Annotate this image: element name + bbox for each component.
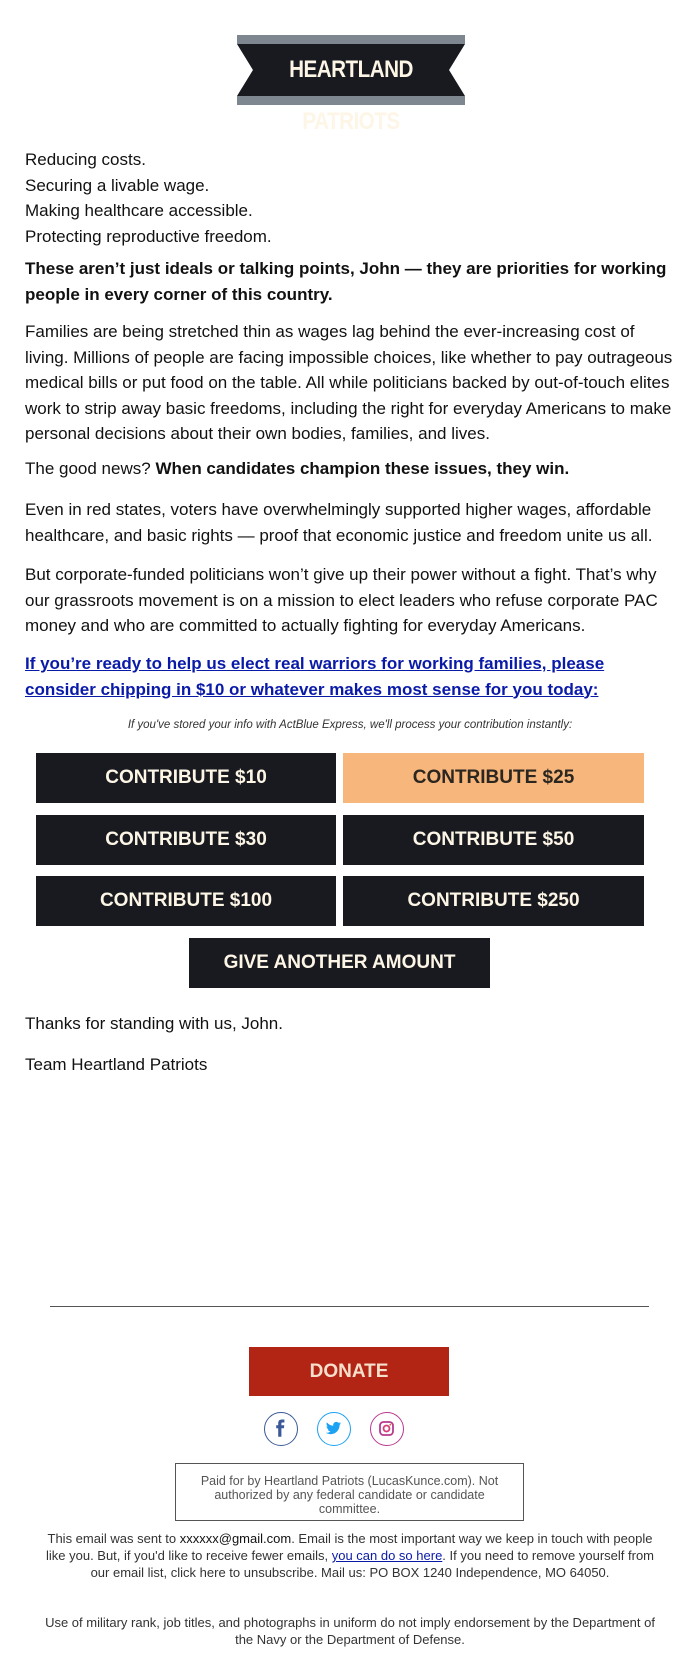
thanks-line: Thanks for standing with us, John.: [25, 1014, 283, 1033]
red-states-paragraph: Even in red states, voters have overwhelmingly supported higher wages, affordable healthcare, and basic rights — proof that economic justice and freedom unite us all.: [25, 500, 653, 545]
good-news-lead: The good news?: [25, 459, 151, 478]
fewer-emails-link[interactable]: you can do so here: [331, 1548, 443, 1563]
families-paragraph: Families are being stretched thin as wages lag behind the ever-increasing cost of living. Millions of people are facing impossible choices, like whether to pay outrageous medical bills or put food on the table. All while politicians backed by out-of-touch elites work to strip away basic freedoms, including the right for everyday Americans to make personal decisions about their own bodies, families, and lives.: [25, 322, 673, 443]
team-signature: Team Heartland Patriots: [25, 1055, 208, 1074]
instagram-icon[interactable]: [370, 1412, 404, 1446]
contribute-250-button[interactable]: CONTRIBUTE $250: [343, 876, 644, 926]
priority-line: Making healthcare accessible.: [25, 201, 253, 220]
contribute-30-button[interactable]: CONTRIBUTE $30: [36, 815, 336, 865]
recipient-email: xxxxxx@gmail.com: [179, 1531, 292, 1546]
logo-bottom-band: [237, 96, 465, 105]
sent-to-suffix: . If you need to remove yourself from our email list, click here to unsubscribe. Mail us: PO BOX 1240 Independence, MO 64050.: [90, 1548, 655, 1580]
logo-text: HEARTLAND PATRIOTS: [289, 56, 413, 135]
actblue-note: If you've stored your info with ActBlue Express, we'll process your contribution instantly:: [127, 719, 573, 731]
good-news-paragraph: [25, 456, 675, 482]
twitter-icon[interactable]: [317, 1412, 351, 1446]
corporate-paragraph: But corporate-funded politicians won’t give up their power without a fight. That’s why our grassroots movement is on a mission to elect leaders who refuse corporate PAC money and who are committed to actually fighting for everyday Americans.: [25, 565, 658, 635]
facebook-icon[interactable]: [264, 1412, 298, 1446]
give-another-amount-button[interactable]: GIVE ANOTHER AMOUNT: [189, 938, 490, 988]
logo-top-band: [237, 35, 465, 44]
ideals-paragraph: These aren’t just ideals or talking points, John — they are priorities for working people in every corner of this country.: [25, 259, 667, 304]
contribute-100-button[interactable]: CONTRIBUTE $100: [36, 876, 336, 926]
priority-line: Securing a livable wage.: [25, 175, 210, 195]
footer-divider: [50, 1306, 649, 1307]
priorities-list: [25, 147, 675, 249]
heartland-patriots-logo: [237, 35, 465, 135]
email-footer-text: [45, 1530, 655, 1581]
sent-to-middle: . Email is the most important way we keep in touch with people like you. But, if you'd like to receive fewer emails,: [45, 1531, 653, 1563]
priority-line: Protecting reproductive freedom.: [25, 226, 272, 246]
contribute-50-button[interactable]: CONTRIBUTE $50: [343, 815, 644, 865]
contribute-25-button[interactable]: CONTRIBUTE $25: [343, 753, 644, 803]
good-news-bold: When candidates champion these issues, they win.: [155, 459, 570, 478]
contribute-10-button[interactable]: CONTRIBUTE $10: [36, 753, 336, 803]
donate-cta-link[interactable]: If you’re ready to help us elect real warriors for working families, please consider chipping in $10 or whatever makes most sense for you today:: [25, 654, 605, 699]
priority-line: Reducing costs.: [25, 150, 146, 169]
donate-button[interactable]: DONATE: [249, 1347, 449, 1396]
military-disclaimer: Use of military rank, job titles, and photographs in uniform do not imply endorsement by the Department of the Navy or the Department of Defense.: [45, 1615, 655, 1647]
sent-to-prefix: This email was sent to: [47, 1531, 177, 1546]
paid-for-disclaimer: Paid for by Heartland Patriots (LucasKunce.com). Not authorized by any federal candidate or candidate committee.: [175, 1463, 524, 1521]
